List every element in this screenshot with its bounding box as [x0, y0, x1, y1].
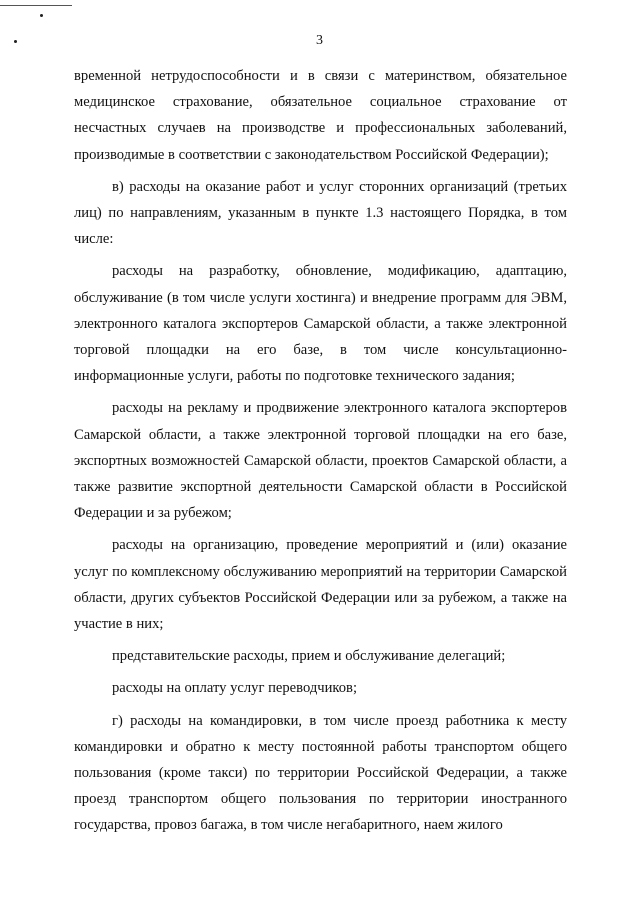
paragraph: расходы на разработку, обновление, модификацию, адаптацию, обслуживание (в том числе услуги хостинга) и внедрение программ для ЭВМ, электронного каталога экспортеров Самарской области, а также электронной торговой площадки на его базе, в том числе консультационно-информационные услуги, работы по подготовке технического задания;	[74, 263, 567, 385]
paragraph: в) расходы на оказание работ и услуг сторонних организаций (третьих лиц) по направлениям, указанным в пункте 1.3 настоящего Порядка, в том числе:	[74, 178, 567, 248]
paragraph: представительские расходы, прием и обслуживание делегаций;	[112, 648, 506, 665]
paragraph: расходы на организацию, проведение мероприятий и (или) оказание услуг по комплексному обслуживанию мероприятий на территории Самарской области, других субъектов Российской Федерации или за рубежом, а также на участие в них;	[74, 537, 567, 633]
paragraph: г) расходы на командировки, в том числе проезд работника к месту командировки и обратно к месту постоянной работы транспортом общего пользования (кроме такси) по территории Российской Федерации, а также проезд транспортом общего пользования по территории иностранного государства, провоз багажа, в том числе негабаритного, наем жилого	[74, 712, 567, 834]
scan-speck	[40, 14, 43, 17]
scan-edge-line	[0, 0, 72, 6]
paragraph: расходы на оплату услуг переводчиков;	[112, 680, 357, 697]
document-body	[74, 63, 567, 839]
paragraph: расходы на рекламу и продвижение электронного каталога экспортеров Самарской области, а также электронной торговой площадки на его базе, экспортных возможностей Самарской области, проектов Самарской области, а также развитие экспортной деятельности Самарской области в Российской Федерации и за рубежом;	[74, 400, 567, 522]
paragraph: временной нетрудоспособности и в связи с материнством, обязательное медицинское страхование, обязательное социальное страхование от несчастных случаев на производстве и профессиональных заболеваний, производимые в соответствии с законодательством Российской Федерации);	[74, 68, 567, 163]
page-number: 3	[316, 33, 323, 48]
